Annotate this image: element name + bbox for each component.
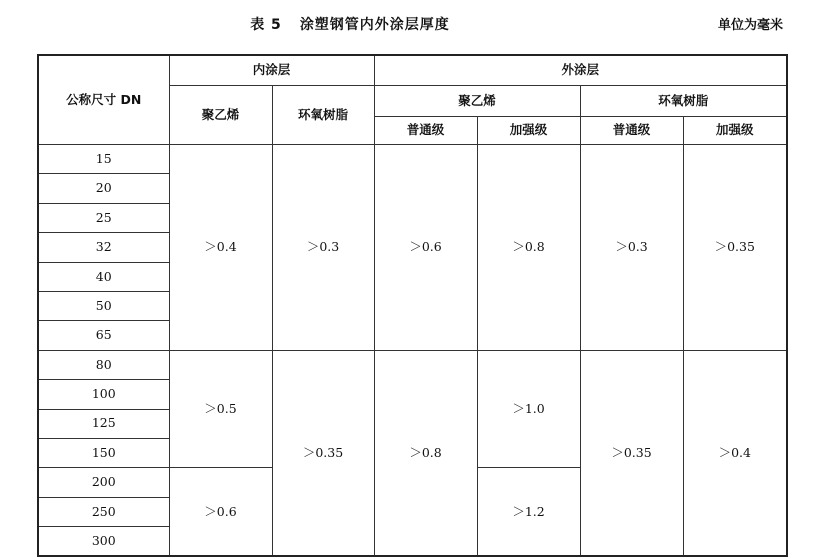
- size-cell: 32: [38, 233, 169, 262]
- coating-thickness-table: [37, 54, 788, 557]
- outer-epoxy-reinforced-value: ＞0.4: [683, 350, 787, 556]
- header-outer-pe: 聚乙烯: [374, 86, 580, 117]
- outer-pe-reinforced-value: ＞1.0: [477, 350, 580, 468]
- outer-epoxy-reinforced-value: ＞0.35: [683, 145, 787, 351]
- size-cell: 40: [38, 262, 169, 291]
- table-number: 表 5: [250, 17, 282, 33]
- size-cell: 15: [38, 145, 169, 174]
- size-cell: 50: [38, 291, 169, 320]
- size-cell: 250: [38, 497, 169, 526]
- header-pe-normal: 普通级: [374, 117, 477, 145]
- header-inner-coating: 内涂层: [169, 55, 374, 86]
- size-cell: 25: [38, 203, 169, 232]
- header-epoxy-reinforced: 加强级: [683, 117, 787, 145]
- header-epoxy-normal: 普通级: [580, 117, 683, 145]
- inner-pe-value: ＞0.4: [169, 145, 272, 351]
- inner-epoxy-value: ＞0.35: [272, 350, 374, 556]
- table-title-text: 涂塑钢管内外涂层厚度: [299, 17, 450, 33]
- outer-pe-reinforced-value: ＞1.2: [477, 468, 580, 557]
- inner-pe-value: ＞0.5: [169, 350, 272, 468]
- size-cell: 125: [38, 409, 169, 438]
- header-inner-pe: 聚乙烯: [169, 86, 272, 145]
- size-cell: 80: [38, 350, 169, 379]
- size-cell: 200: [38, 468, 169, 497]
- header-nominal-size: 公称尺寸 DN: [38, 55, 169, 145]
- table-title: [0, 14, 700, 34]
- size-cell: 100: [38, 380, 169, 409]
- header-outer-epoxy: 环氧树脂: [580, 86, 787, 117]
- outer-pe-normal-value: ＞0.6: [374, 145, 477, 351]
- outer-pe-normal-value: ＞0.8: [374, 350, 477, 556]
- size-cell: 65: [38, 321, 169, 350]
- size-cell: 150: [38, 438, 169, 467]
- size-cell: 20: [38, 174, 169, 203]
- inner-epoxy-value: ＞0.3: [272, 145, 374, 351]
- header-outer-coating: 外涂层: [374, 55, 787, 86]
- size-cell: 300: [38, 527, 169, 557]
- outer-epoxy-normal-value: ＞0.35: [580, 350, 683, 556]
- header-pe-reinforced: 加强级: [477, 117, 580, 145]
- outer-pe-reinforced-value: ＞0.8: [477, 145, 580, 351]
- inner-pe-value: ＞0.6: [169, 468, 272, 557]
- unit-label: 单位为毫米: [717, 18, 783, 33]
- header-inner-epoxy: 环氧树脂: [272, 86, 374, 145]
- outer-epoxy-normal-value: ＞0.3: [580, 145, 683, 351]
